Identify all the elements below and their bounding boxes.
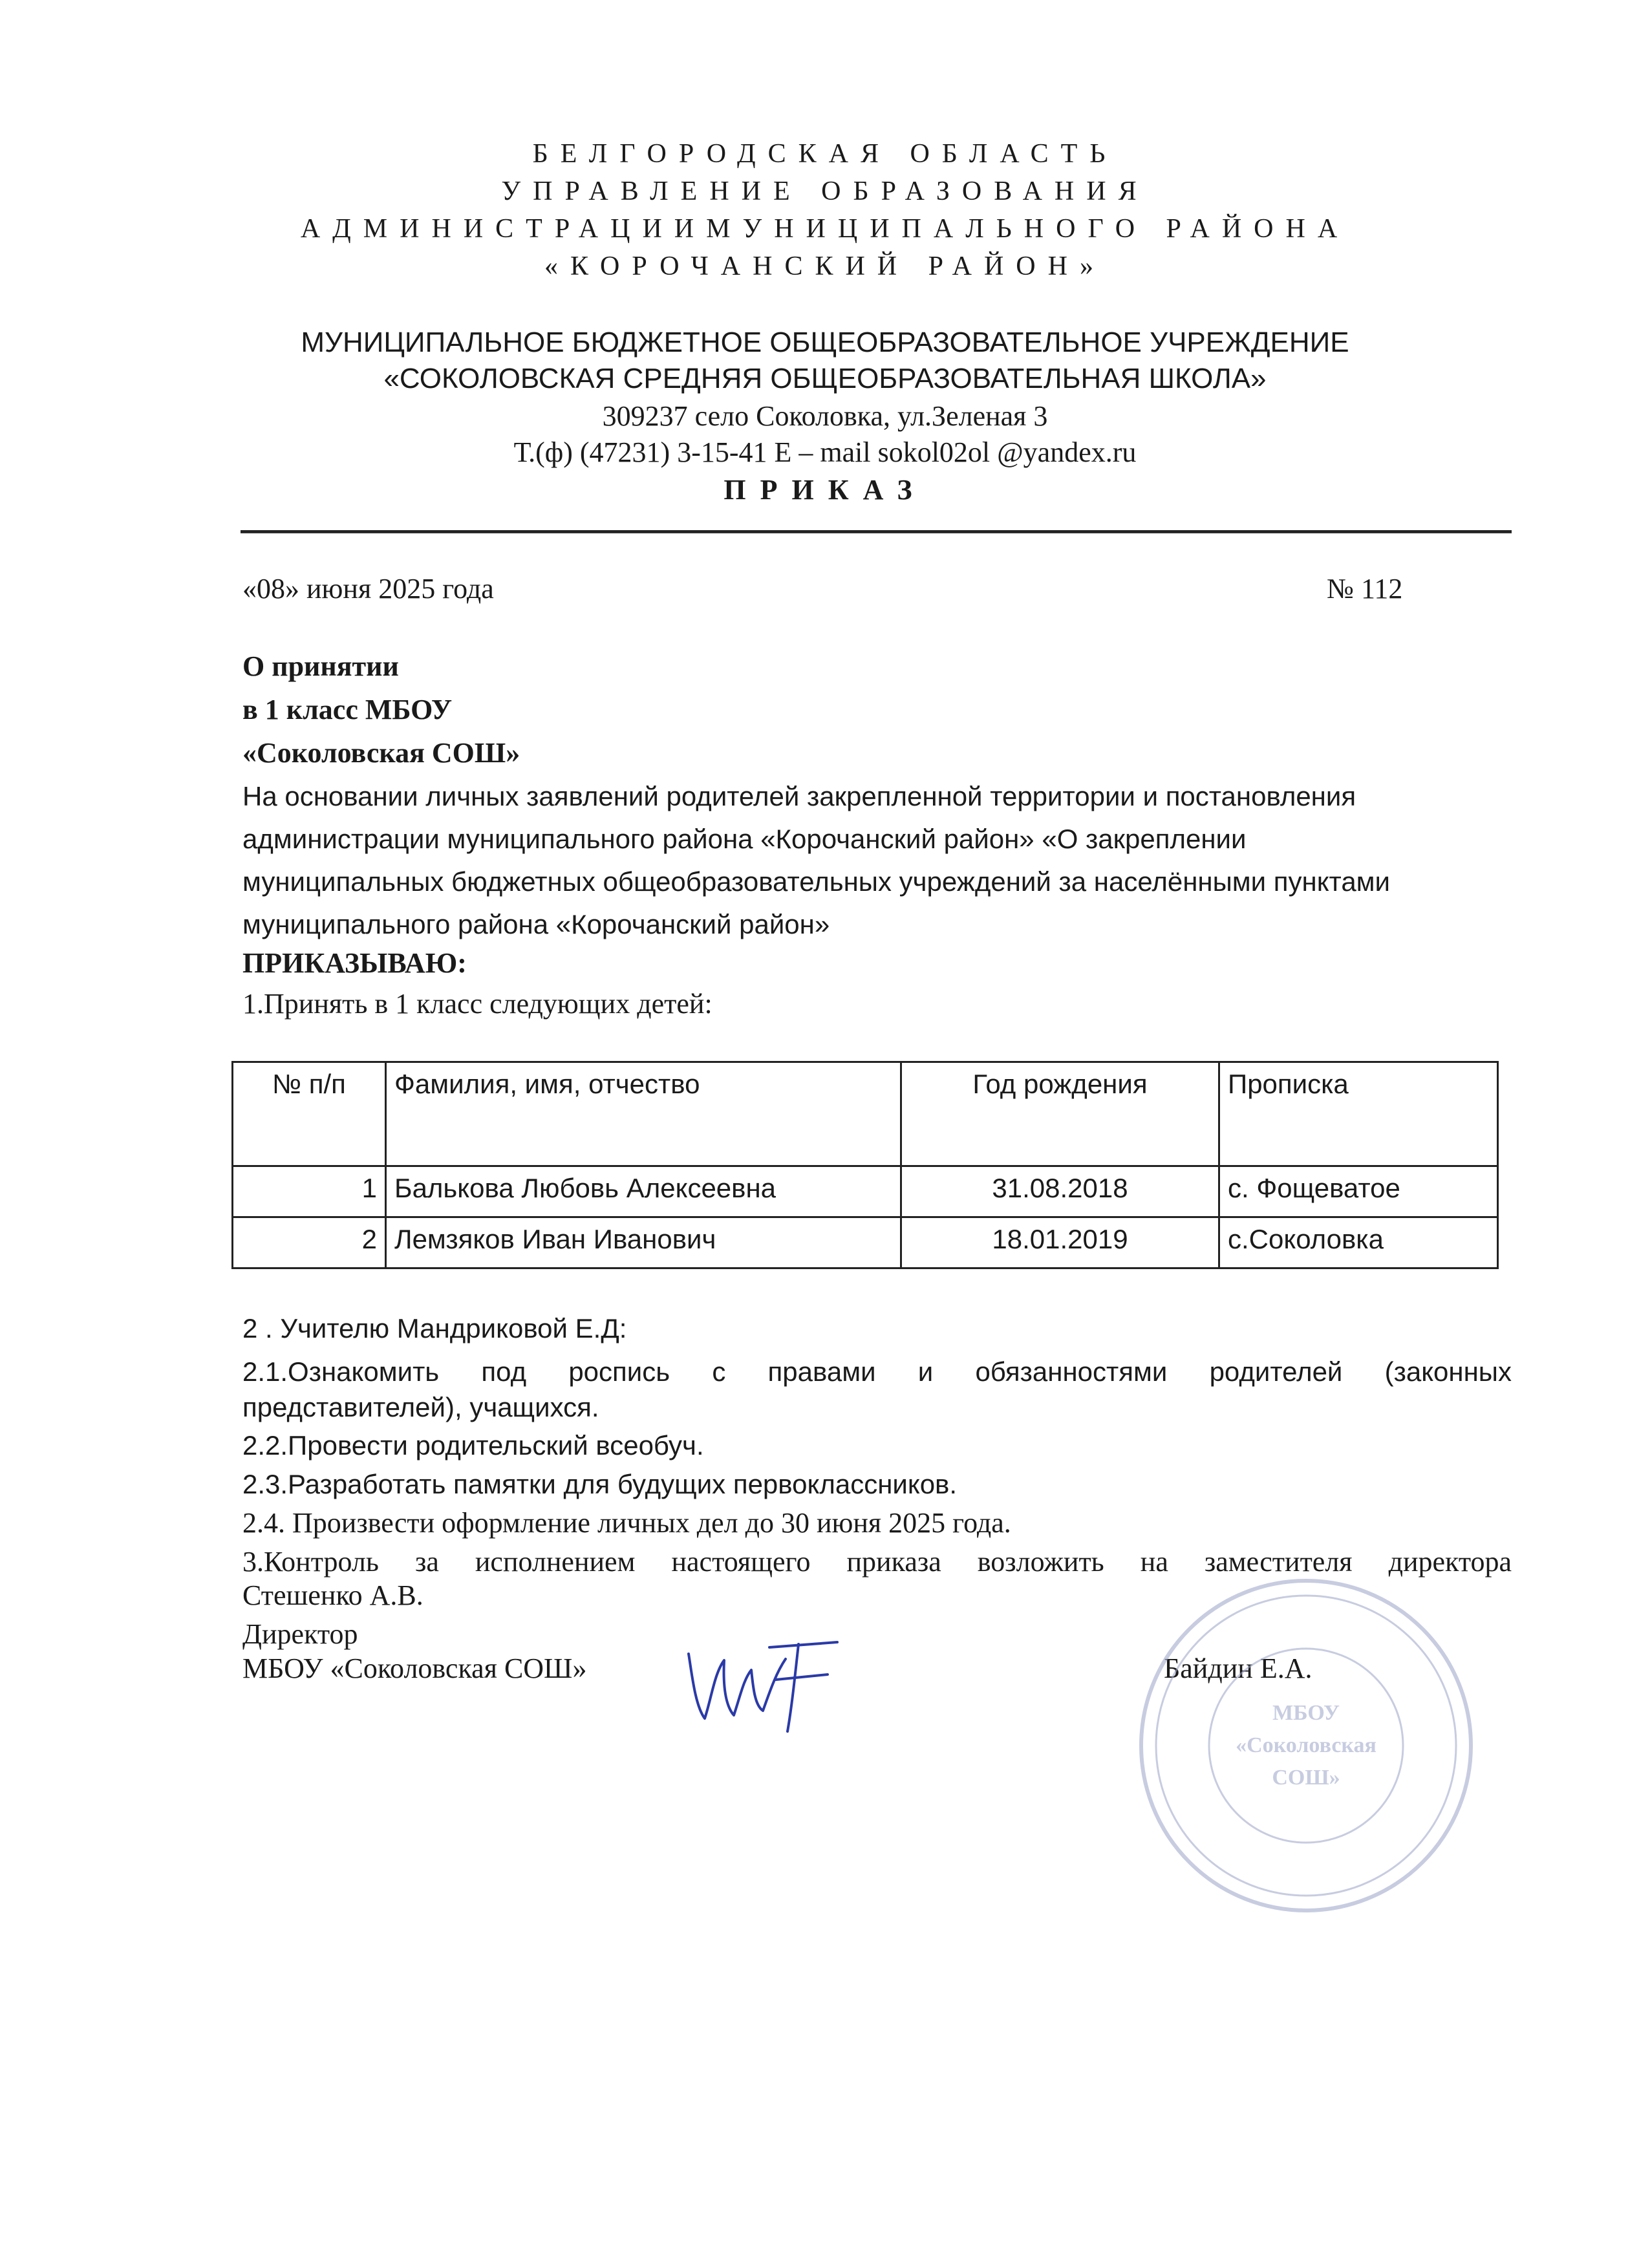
- basis-line-3: муниципальных бюджетных общеобразовательных учреждений за населёнными пунктами: [242, 866, 1391, 897]
- item-3-line-1: 3.Контроль за исполнением настоящего приказа возложить на заместителя директора: [242, 1546, 1512, 1578]
- item-2-1-line-2: представителей), учащихся.: [242, 1392, 599, 1422]
- subject-line-3: «Соколовская СОШ»: [242, 737, 520, 769]
- order-number: № 112: [1327, 573, 1403, 604]
- item-2-1-line-1: 2.1.Ознакомить под роспись с правами и обязанностями родителей (законных: [242, 1356, 1512, 1387]
- students-table: [231, 1061, 1499, 1269]
- basis-line-2: администрации муниципального района «Корочанский район» «О закреплении: [242, 824, 1247, 854]
- cell-year: 31.08.2018: [901, 1166, 1219, 1217]
- header-num: № п/п: [233, 1062, 386, 1166]
- seal-line-1: МБОУ: [1272, 1701, 1340, 1725]
- signer-name: Байдин Е.А.: [1164, 1653, 1312, 1684]
- school-contacts: Т.(ф) (47231) 3-15-41 Е – mail sokol02ol @yandex.ru: [513, 436, 1137, 468]
- seal-stamp: [1131, 1571, 1481, 1920]
- header-address: Прописка: [1219, 1062, 1498, 1166]
- header-name: Фамилия, имя, отчество: [386, 1062, 901, 1166]
- header-year: Год рождения: [901, 1062, 1219, 1166]
- item-3-line-2: Стешенко А.В.: [242, 1579, 423, 1611]
- cell-num: 2: [233, 1217, 386, 1268]
- school-address: 309237 село Соколовка, ул.Зеленая 3: [602, 400, 1048, 432]
- cell-name: Лемзяков Иван Иванович: [386, 1217, 901, 1268]
- item-2-4: 2.4. Произвести оформление личных дел до 30 июня 2025 года.: [242, 1507, 1011, 1539]
- subject-line-2: в 1 класс МБОУ: [242, 694, 453, 725]
- basis-line-4: муниципального района «Корочанский район»: [242, 909, 830, 939]
- order-date: «08» июня 2025 года: [242, 573, 494, 604]
- header-region: БЕЛГОРОДСКАЯ ОБЛАСТЬ: [532, 139, 1118, 169]
- cell-year: 18.01.2019: [901, 1217, 1219, 1268]
- subject-line-1: О принятии: [242, 650, 399, 682]
- decree-heading: ПРИКАЗЫВАЮ:: [242, 947, 467, 979]
- item-2: 2 . Учителю Мандриковой Е.Д:: [242, 1313, 627, 1343]
- cell-address: с. Фощеватое: [1219, 1166, 1498, 1217]
- cell-num: 1: [233, 1166, 386, 1217]
- seal-line-2: «Соколовская: [1236, 1733, 1377, 1757]
- cell-address: с.Соколовка: [1219, 1217, 1498, 1268]
- header-divider: [241, 530, 1512, 533]
- table-header-row: [233, 1062, 1498, 1166]
- table-row: [233, 1217, 1498, 1268]
- signer-title: Директор: [242, 1618, 358, 1650]
- school-type: МУНИЦИПАЛЬНОЕ БЮДЖЕТНОЕ ОБЩЕОБРАЗОВАТЕЛЬНОЕ УЧРЕЖДЕНИЕ: [301, 326, 1349, 358]
- basis-line-1: На основании личных заявлений родителей закрепленной территории и постановления: [242, 781, 1356, 811]
- item-2-3: 2.3.Разработать памятки для будущих первоклассников.: [242, 1469, 958, 1499]
- signer-org: МБОУ «Соколовская СОШ»: [242, 1653, 587, 1684]
- item-2-2: 2.2.Провести родительский всеобуч.: [242, 1430, 704, 1460]
- header-department: УПРАВЛЕНИЕ ОБРАЗОВАНИЯ: [501, 177, 1149, 206]
- header-administration: АДМИНИСТРАЦИИМУНИЦИПАЛЬНОГО РАЙОНА: [300, 214, 1350, 244]
- header-district: «КОРОЧАНСКИЙ РАЙОН»: [544, 251, 1106, 281]
- school-name: «СОКОЛОВСКАЯ СРЕДНЯЯ ОБЩЕОБРАЗОВАТЕЛЬНАЯ ШКОЛА»: [383, 363, 1267, 394]
- item-1: 1.Принять в 1 класс следующих детей:: [242, 988, 712, 1020]
- seal-line-3: СОШ»: [1272, 1766, 1340, 1790]
- signature-image: [679, 1634, 841, 1738]
- table-row: [233, 1166, 1498, 1217]
- cell-name: Балькова Любовь Алексеевна: [386, 1166, 901, 1217]
- document-type: ПРИКАЗ: [723, 474, 927, 506]
